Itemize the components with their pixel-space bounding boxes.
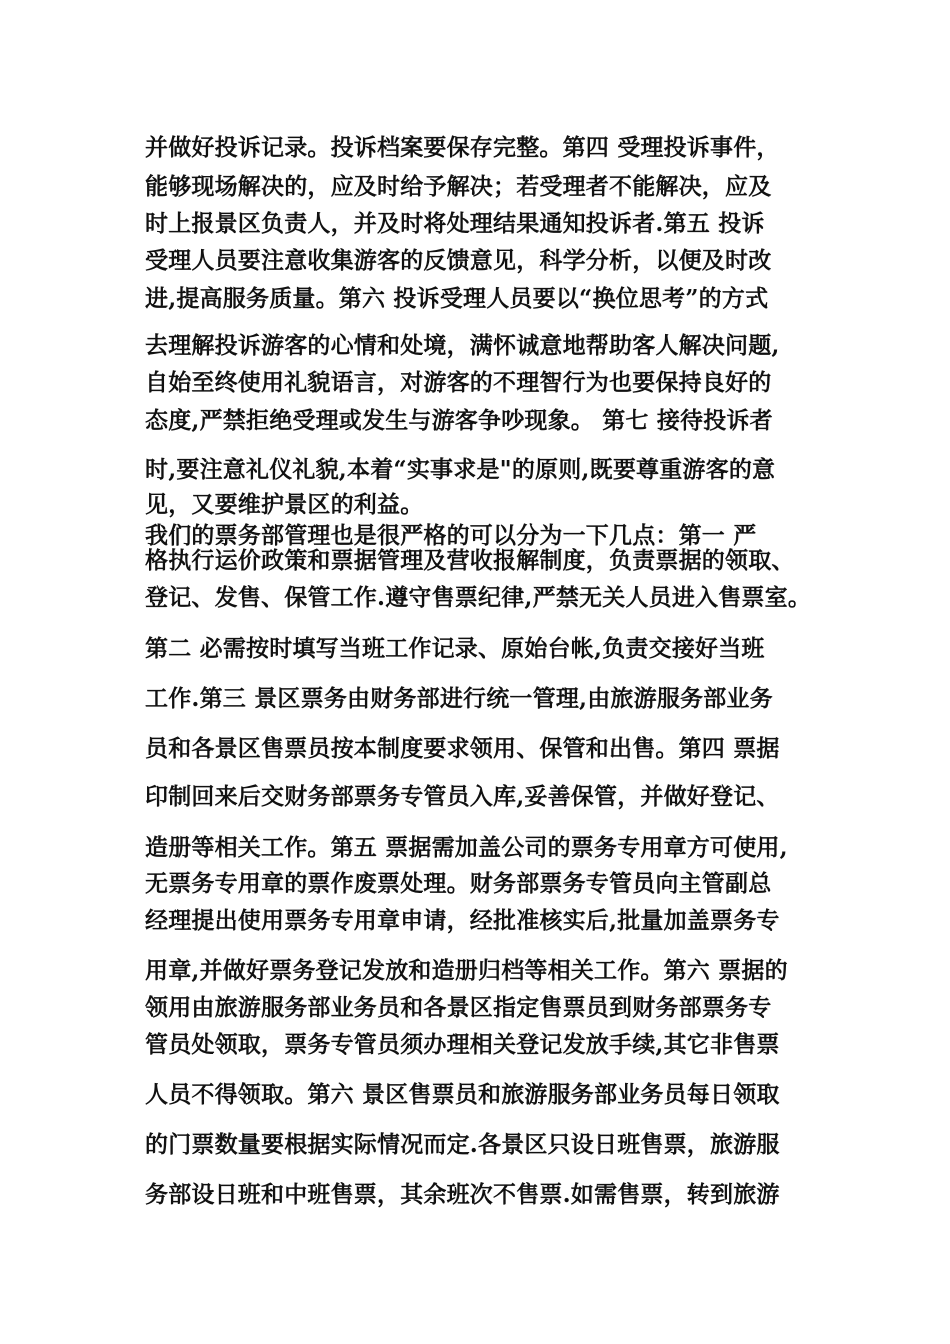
- body-text-line: 第二 必需按时填写当班工作记录、原始台帐,负责交接好当班: [145, 635, 765, 662]
- body-text-line: 员和各景区售票员按本制度要求领用、保管和出售。第四 票据: [145, 735, 780, 762]
- body-text-line: 能够现场解决的，应及时给予解决；若受理者不能解决，应及: [145, 173, 772, 200]
- body-text-line: 我们的票务部管理也是很严格的可以分为一下几点：第一 严: [145, 522, 757, 549]
- body-text-line: 进,提高服务质量。第六 投诉受理人员要以“换位思考”的方式: [145, 285, 769, 312]
- body-text-line: 领用由旅游服务部业务员和各景区指定售票员到财务部票务专: [145, 994, 772, 1021]
- body-text-line: 无票务专用章的票作废票处理。财务部票务专管员向主管副总: [145, 870, 772, 897]
- body-text-line: 管员处领取，票务专管员须办理相关登记发放手续,其它非售票: [145, 1031, 780, 1058]
- body-text-line: 的门票数量要根据实际情况而定.各景区只设日班售票，旅游服: [145, 1131, 780, 1158]
- body-text-line: 并做好投诉记录。投诉档案要保存完整。第四 受理投诉事件，: [145, 134, 780, 161]
- body-text-line: 造册等相关工作。第五 票据需加盖公司的票务专用章方可使用,: [145, 834, 788, 861]
- body-text-line: 时上报景区负责人，并及时将处理结果通知投诉者.第五 投诉: [145, 210, 765, 237]
- body-text-line: 去理解投诉游客的心情和处境，满怀诚意地帮助客人解决问题,: [145, 332, 780, 359]
- body-text-line: 格执行运价政策和票据管理及营收报解制度，负责票据的领取、: [145, 547, 795, 574]
- body-text-line: 务部设日班和中班售票，其余班次不售票.如需售票，转到旅游: [145, 1181, 780, 1208]
- body-text-line: 受理人员要注意收集游客的反馈意见，科学分析，以便及时改: [145, 247, 772, 274]
- body-text-line: 登记、发售、保管工作.遵守售票纪律,严禁无关人员进入售票室。: [145, 584, 812, 611]
- body-text-line: 经理提出使用票务专用章申请，经批准核实后,批量加盖票务专: [145, 907, 780, 934]
- body-text-line: 人员不得领取。第六 景区售票员和旅游服务部业务员每日领取: [145, 1081, 780, 1108]
- body-text-line: 工作.第三 景区票务由财务部进行统一管理,由旅游服务部业务: [145, 685, 773, 712]
- body-text-line: 自始至终使用礼貌语言，对游客的不理智行为也要保持良好的: [145, 369, 772, 396]
- body-text-line: 时,要注意礼仪礼貌,本着“实事求是"的原则,既要尊重游客的意: [145, 456, 776, 483]
- body-text-line: 印制回来后交财务部票务专管员入库,妥善保管，并做好登记、: [145, 783, 780, 810]
- body-text-line: 态度,严禁拒绝受理或发生与游客争吵现象。 第七 接待投诉者: [145, 407, 773, 434]
- body-text-line: 见，又要维护景区的利益。: [145, 491, 424, 518]
- body-text-line: 用章,并做好票务登记发放和造册归档等相关工作。第六 票据的: [145, 957, 788, 984]
